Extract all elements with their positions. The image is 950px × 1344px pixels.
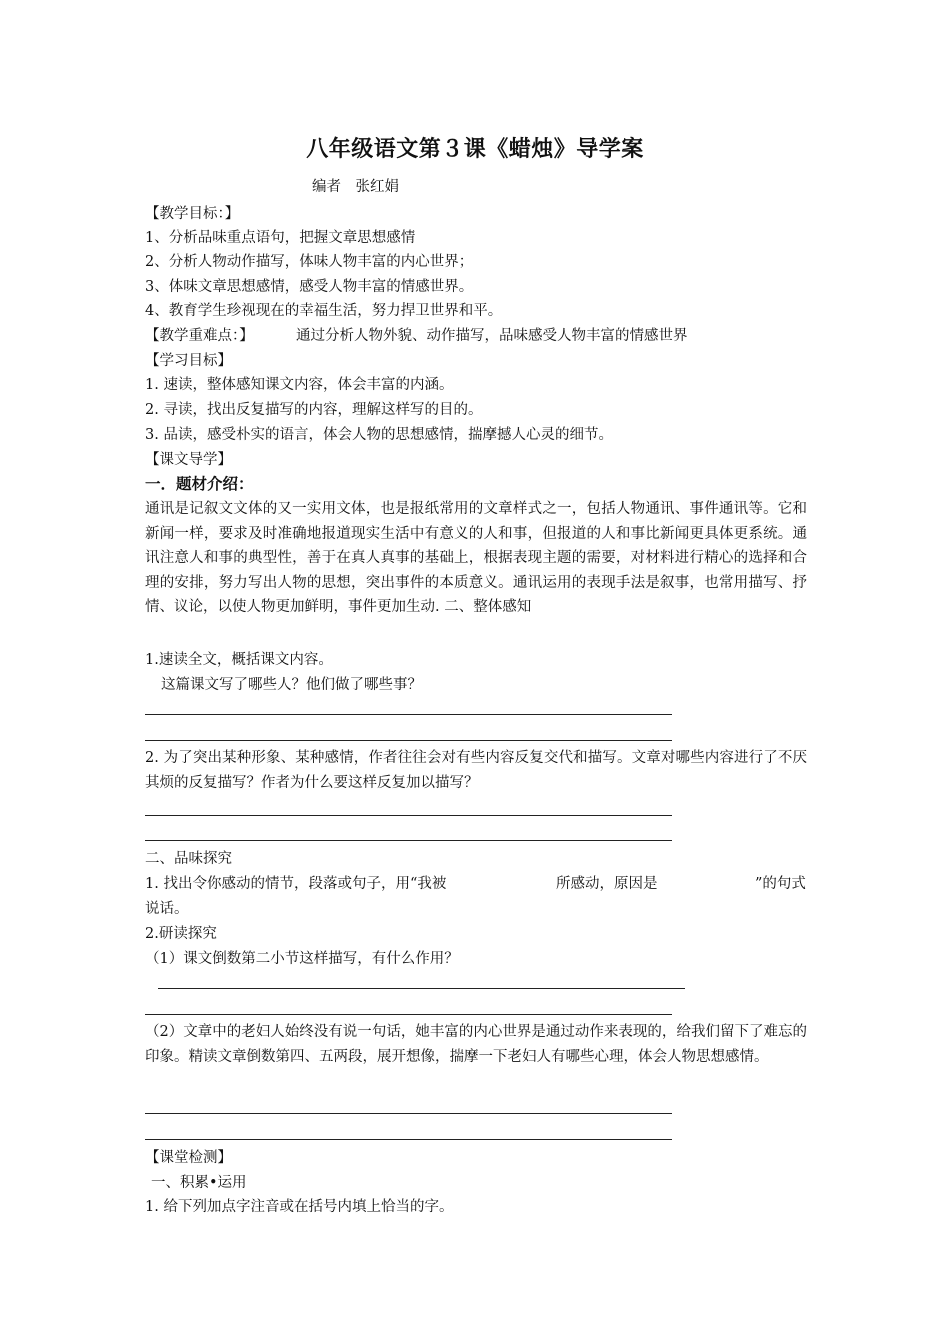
question-1-sub: 这篇课文写了哪些人？他们做了哪些事？ [161,677,422,693]
class-check-heading: 【课堂检测】 [145,1150,232,1166]
teaching-goal-2: 2、分析人物动作描写，体味人物丰富的内心世界； [145,254,474,270]
probe-1-part-c: ”的句式 [755,876,806,892]
answer-line[interactable] [145,1139,672,1140]
probe-1-part-a: 1. 找出令你感动的情节，段落或句子，用“我被 [145,876,447,892]
teaching-goal-4: 4、教育学生珍视现在的幸福生活，努力捍卫世界和平。 [145,303,503,319]
probe-2-question-1: （1）课文倒数第二小节这样描写，有什么作用？ [145,951,459,967]
class-check-section-1: 一、积累•运用 [151,1175,247,1191]
document-title: 八年级语文第３课《蜡烛》导学案 [306,136,644,162]
teaching-goals-heading: 【教学目标：】 [145,206,240,222]
probe-2-heading: 2.研读探究 [145,926,217,942]
study-goal-2: 2. 寻读，找出反复描写的内容，理解这样写的目的。 [145,402,483,418]
key-points-text: 通过分析人物外貌、动作描写，品味感受人物丰富的情感世界 [296,328,688,344]
answer-line[interactable] [145,740,672,741]
study-goal-1: 1. 速读，整体感知课文内容，体会丰富的内涵。 [145,377,454,393]
answer-line[interactable] [145,1014,672,1015]
teaching-goal-1: 1、分析品味重点语句，把握文章思想感情 [145,230,416,246]
class-check-question-1: 1. 给下列加点字注音或在括号内填上恰当的字。 [145,1199,454,1215]
answer-line[interactable] [145,840,672,841]
section1-body: 通讯是记叙文文体的又一实用文体，也是报纸常用的文章样式之一，包括人物通讯、事件通讯等。它和新闻一样，要求及时准确地报道现实生活中有意义的人和事，但报道的人和事比新闻更具体更系统。通讯注意人和事的典型性，善于在真人真事的基础上，根据表现主题的需要，对材料进行精心的选择和合理的安排，努力写出人物的思想，突出事件的本质意义。通讯运用的表现手法是叙事，也常用描写、抒情、议论，以使人物更加鲜明，事件更加生动. 二、整体感知 [145,501,807,615]
answer-line[interactable] [158,988,685,989]
author-line: 编者 张红娟 [312,179,399,195]
probe-1-part-d: 说话。 [145,901,189,917]
answer-line[interactable] [145,1113,672,1114]
question-2: 2. 为了突出某种形象、某种感情，作者往往会对有些内容反复交代和描写。文章对哪些内容进行了不厌其烦的反复描写？作者为什么要这样反复加以描写？ [145,750,807,791]
question-1: 1.速读全文，概括课文内容。 [145,652,333,668]
section1-title: 一．题材介绍： [145,474,254,493]
teaching-goal-3: 3、体味文章思想感情，感受人物丰富的情感世界。 [145,279,474,295]
study-goal-3: 3. 品读，感受朴实的语言，体会人物的思想感情，揣摩撼人心灵的细节。 [145,427,613,443]
answer-line[interactable] [145,815,672,816]
key-points-heading: 【教学重难点：】 [145,328,254,344]
section2-title: 二、品味探究 [145,851,232,867]
text-guide-heading: 【课文导学】 [145,452,232,468]
probe-1-part-b: 所感动，原因是 [556,876,658,892]
study-goals-heading: 【学习目标】 [145,353,232,369]
probe-2-question-2: （2）文章中的老妇人始终没有说一句话，她丰富的内心世界是通过动作来表现的，给我们留下了难忘的印象。精读文章倒数第四、五两段，展开想像，揣摩一下老妇人有哪些心理，体会人物思想感情。 [145,1024,807,1065]
answer-line[interactable] [145,714,672,715]
